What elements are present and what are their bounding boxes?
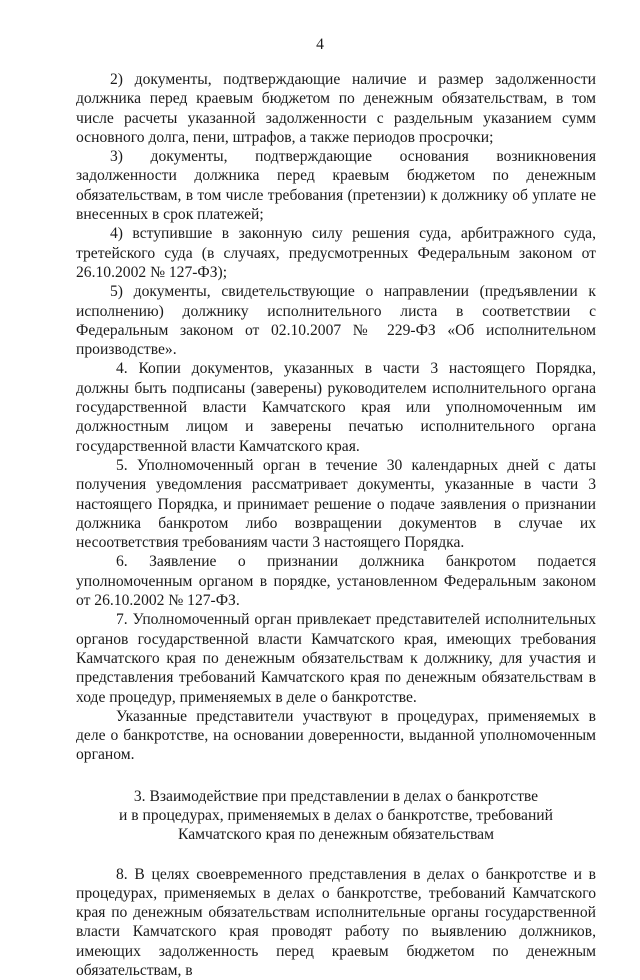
paragraph-clause-7: 7. Уполномоченный орган привлекает представителей исполнительных органов государственной власти Камчатского края, имеющих требования Камчатского края по денежным обязательствам к должнику, для участия и представления требований Камчатского края по денежным обязательствам в ходе процедур, применяемых в деле о банкротстве. [76, 611, 596, 706]
page-number: 4 [316, 36, 324, 53]
section-heading-line-1: 3. Взаимодействие при представлении в делах о банкротстве [133, 787, 539, 805]
section-heading-line-3: Камчатского края по денежным обязательствам [178, 826, 494, 844]
paragraph-item-5: 5) документы, свидетельствующие о направлении (предъявлении к исполнению) должнику исполнительного листа в соответствии с Федеральным законом от 02.10.2007 № 229-ФЗ «Об исполнительном производстве». [76, 283, 596, 359]
paragraph-clause-4: 4. Копии документов, указанных в части 3 настоящего Порядка, должны быть подписаны (заверены) руководителем исполнительного органа государственной власти Камчатского края или уполномоченным им должностным лицом и заверены печатью исполнительного органа государственной власти Камчатского края. [76, 360, 596, 455]
paragraph-clause-6: 6. Заявление о признании должника банкротом подается уполномоченным органом в порядке, установленном Федеральным законом от 26.10.2002 № 127-ФЗ. [76, 553, 596, 610]
paragraph-item-3: 3) документы, подтверждающие основания возникновения задолженности должника перед краевым бюджетом по денежным обязательствам, в том числе требования (претензии) к должнику об уплате не внесенных в срок платежей; [76, 148, 596, 224]
document-body [76, 70, 596, 980]
section-heading [76, 787, 596, 845]
paragraph-clause-8: 8. В целях своевременного представления в делах о банкротстве и в процедурах, применяемых в делах о банкротстве, требований Камчатского края по денежным обязательствам исполнительные органы государственной власти Камчатского края проводят работу по выявлению должников, имеющих задолженность перед краевым бюджетом по денежным обязательствам, в [76, 865, 596, 980]
paragraph-clause-5: 5. Уполномоченный орган в течение 30 календарных дней с даты получения уведомления рассматривает документы, указанные в части 3 настоящего Порядка, и принимает решение о подаче заявления о признании должника банкротом либо возвращении документов в случае их несоответствия требованиям части 3 настоящего Порядка. [76, 456, 596, 552]
paragraph-item-2: 2) документы, подтверждающие наличие и размер задолженности должника перед краевым бюджетом по денежным обязательствам, в том числе расчеты указанной задолженности с раздельным указанием сумм основного долга, пени, штрафов, а также периодов просрочки; [76, 71, 596, 146]
section-heading-line-2: и в процедурах, применяемых в делах о банкротстве, требований [119, 806, 553, 824]
paragraph-representatives: Указанные представители участвуют в процедурах, применяемых в деле о банкротстве, на основании доверенности, выданной уполномоченным органом. [76, 707, 596, 764]
paragraph-item-4: 4) вступившие в законную силу решения суда, арбитражного суда, третейского суда (в случаях, предусмотренных Федеральным законом от 26.10.2002 № 127-ФЗ); [76, 225, 596, 281]
